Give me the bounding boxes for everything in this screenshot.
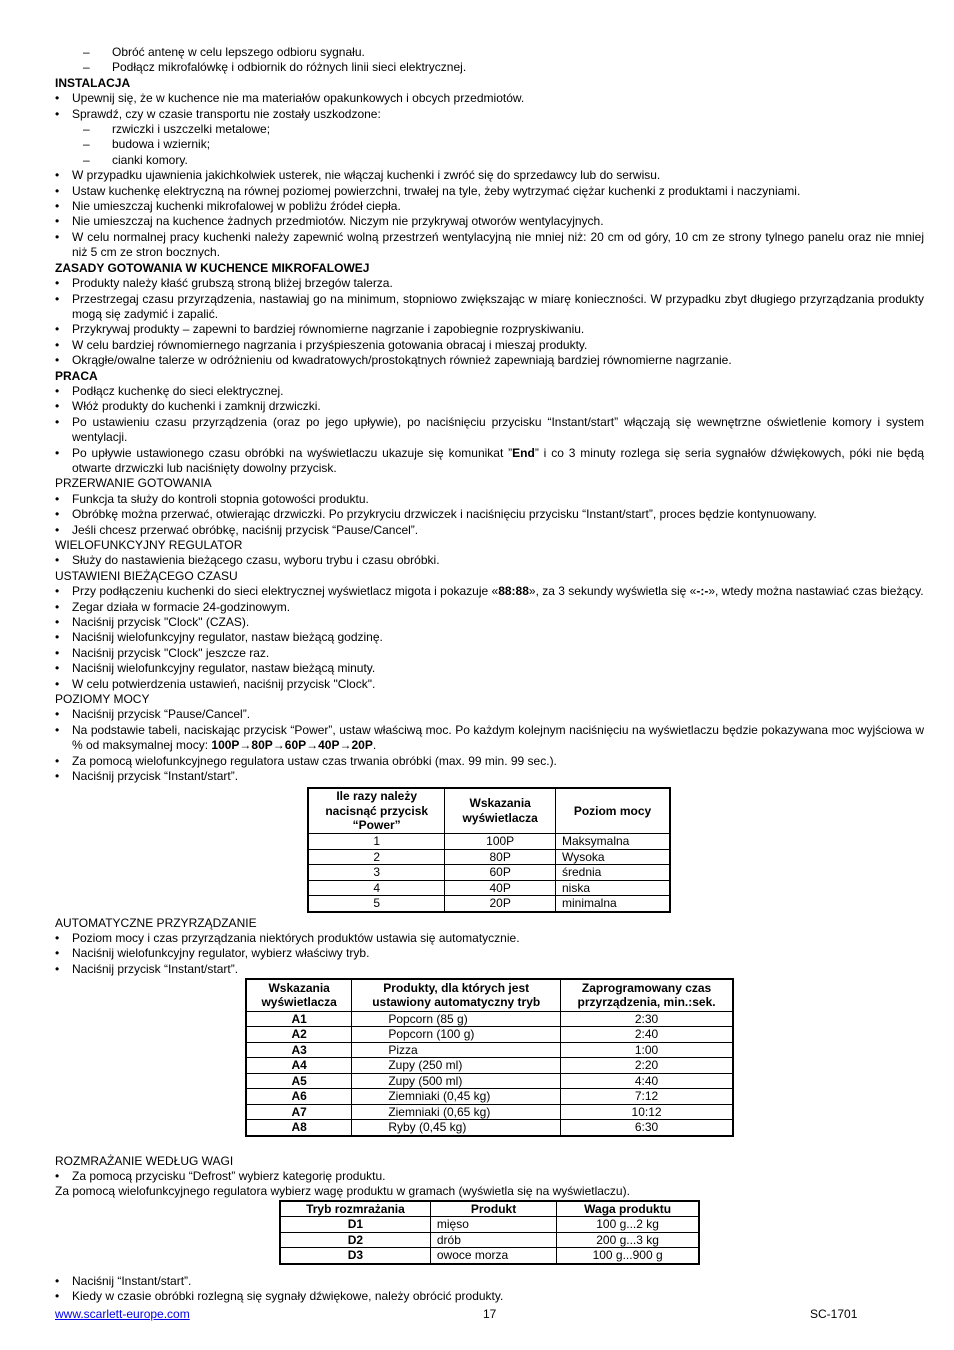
display-value: 88:88 [498,584,529,599]
table-row [246,1089,733,1105]
list-item: • Naciśnij wielofunkcyjny regulator, nastaw bieżącą minuty. [55,661,924,676]
list-item: – budowa i wziernik; [55,137,924,152]
table-header: Poziom mocy [556,788,671,834]
table-cell: minimalna [556,896,671,912]
list-item: – Podłącz mikrofalówkę i odbiornik do różnych linii sieci elektrycznej. [55,60,924,75]
table-cell: Ryby (0,45 kg) [352,1120,561,1136]
table-cell: Pizza [352,1042,561,1058]
list-item: • Nie umieszczaj na kuchence żadnych przedmiotów. Niczym nie przykrywaj otworów wentylacyjnych. [55,214,924,229]
table-cell: 60P [445,865,556,881]
list-item: • Włóż produkty do kuchenki i zamknij drzwiczki. [55,399,924,414]
table-cell: Zupy (250 ml) [352,1058,561,1074]
list-item: • W celu potwierdzenia ustawień, naciśnij przycisk "Clock". [55,677,924,692]
display-value: -:- [696,584,709,599]
list-item: • Naciśnij przycisk “Instant/start”. [55,769,924,784]
table-cell: A2 [246,1027,352,1043]
list-item: • Kiedy w czasie obróbki rozlegną się sygnały dźwiękowe, należy obrócić produkty. [55,1289,924,1304]
power-levels-table [307,787,671,913]
list-item: • Służy do nastawienia bieżącego czasu, wyboru trybu i czasu obróbki. [55,553,924,568]
list-item: • Przykrywaj produkty – zapewni to bardziej równomierne nagrzanie i zapobiegnie rozpryskiwaniu. [55,322,924,337]
section-heading-rozmrazanie: ROZMRAŻANIE WEDŁUG WAGI [55,1153,234,1168]
list-item [55,446,924,477]
table-cell: 1 [308,834,445,850]
list-item: • Produkty należy kłaść grubszą stroną bliżej brzegów talerza. [55,276,924,291]
list-item: • Obróbkę można przerwać, otwierając drzwiczki. Po przykryciu drzwiczek i naciśnięciu przycisku “Instant/start”, proces będzie kontynuowany. [55,507,924,522]
table-cell: 2:20 [561,1058,733,1074]
auto-cooking-table [245,978,734,1137]
table-header: Zaprogramowany czas przyrządzenia, min.:sek. [561,979,733,1011]
list-item: • W celu normalnej pracy kuchenki należy zapewnić wolną przestrzeń wentylacyjną nie mniej niż: 20 cm od góry, 10 cm ze strony tylnego panelu oraz nie mniej niż 5 cm ze stron bocznych. [55,230,924,261]
table-cell: 1:00 [561,1042,733,1058]
table-row [246,1073,733,1089]
list-item: • Upewnij się, że w kuchence nie ma materiałów opakunkowych i obcych przedmiotów. [55,91,924,106]
list-item: • Za pomocą przycisku “Defrost” wybierz kategorię produktu. [55,1169,924,1184]
table-cell: 7:12 [561,1089,733,1105]
text-segment: Na podstawie tabeli, naciskając przycisk “Power”, ustaw właściwą moc. Po każdym kolejnym naciśnięciu na wyświetlaczu będzie pokazywana moc wyjściowa w % od maksymalnej mocy: [72,722,924,753]
defrost-table [279,1200,700,1265]
list-item: • Naciśnij przycisk “Pause/Cancel”. [55,707,924,722]
list-item: • Ustaw kuchenkę elektryczną na równej poziomej powierzchni, trwałej na tyle, żeby wytrzymać ciężar kuchenki z produktami i naczyniami. [55,184,924,199]
table-cell: Ziemniaki (0,65 kg) [352,1104,561,1120]
list-item: • Funkcja ta służy do kontroli stopnia gotowości produktu. [55,492,924,507]
list-item: • Jeśli chcesz przerwać obróbkę, naciśnij przycisk “Pause/Cancel”. [55,523,924,538]
table-cell: 40P [445,880,556,896]
list-item: • Sprawdź, czy w czasie transportu nie zostały uszkodzone: [55,107,924,122]
section-heading-auto: AUTOMATYCZNE PRZYRZĄDZANIE [55,915,257,930]
table-header: Wskazania wyświetlacza [445,788,556,834]
table-header: Produkty, dla których jest ustawiony automatyczny tryb [352,979,561,1011]
table-row [308,896,670,912]
model-number: SC-1701 [810,1307,858,1321]
list-item: • Okrągłe/owalne talerze w odróżnieniu od kwadratowych/prostokątnych również zapewniają bardziej równomierne nagrzanie. [55,353,924,368]
table-row [280,1232,699,1248]
table-row [280,1248,699,1264]
list-item [55,584,924,599]
list-item: • Naciśnij “Instant/start”. [55,1274,924,1289]
table-row [280,1217,699,1233]
table-cell: 5 [308,896,445,912]
table-cell: 80P [445,849,556,865]
list-item: • Naciśnij przycisk "Clock" jeszcze raz. [55,646,924,661]
table-cell: niska [556,880,671,896]
table-row [246,1104,733,1120]
list-item [55,723,924,754]
table-cell: 2:30 [561,1011,733,1027]
table-row [246,1011,733,1027]
table-row [246,1058,733,1074]
table-cell: D1 [280,1217,430,1233]
table-row [246,1027,733,1043]
table-cell: 100P [445,834,556,850]
table-cell: 10:12 [561,1104,733,1120]
list-item: – cianki komory. [55,153,924,168]
section-heading-poziomy: POZIOMY MOCY [55,692,150,707]
page-content [55,45,924,1305]
list-item: • Za pomocą wielofunkcyjnego regulatora ustaw czas trwania obróbki (max. 99 min. 99 sec.). [55,754,924,769]
table-cell: A4 [246,1058,352,1074]
page-footer [55,1307,924,1323]
text-segment: . [372,738,377,753]
text-segment: », wtedy można nastawiać czas bieżący. [708,584,924,599]
list-item: – Obróć antenę w celu lepszego odbioru sygnału. [55,45,924,60]
table-row [246,1042,733,1058]
section-heading-czas: USTAWIENI BIEŻĄCEGO CZASU [55,568,238,583]
table-cell: drób [430,1232,556,1248]
list-item: • Naciśnij przycisk “Instant/start”. [55,962,924,977]
table-header: Ile razy należy nacisnąć przycisk “Power” [308,788,445,834]
section-heading-przerwanie: PRZERWANIE GOTOWANIA [55,476,212,491]
table-row [308,880,670,896]
table-row [308,865,670,881]
table-cell: Ziemniaki (0,45 kg) [352,1089,561,1105]
table-row [308,834,670,850]
text-segment: Przy podłączeniu kuchenki do sieci elektrycznej wyświetlacz migota i pokazuje « [72,584,499,599]
table-cell: mięso [430,1217,556,1233]
list-item: • Naciśnij wielofunkcyjny regulator, nastaw bieżącą godzinę. [55,630,924,645]
list-item: • W celu bardziej równomiernego nagrzania i przyśpieszenia gotowania obracaj i mieszaj produkty. [55,338,924,353]
table-cell: A6 [246,1089,352,1105]
list-item: • Po ustawieniu czasu przyrządzenia (oraz po jego upływie), po naciśnięciu przycisku “Instant/start” włączają się wewnętrzne oświetlenie komory i system wentylacji. [55,415,924,446]
table-cell: Zupy (500 ml) [352,1073,561,1089]
table-header: Waga produktu [557,1201,699,1217]
list-item: – rzwiczki i uszczelki metalowe; [55,122,924,137]
table-cell: 6:30 [561,1120,733,1136]
list-item: • Podłącz kuchenkę do sieci elektrycznej. [55,384,924,399]
page-number: 17 [483,1307,497,1321]
table-cell: A8 [246,1120,352,1136]
table-cell: Wysoka [556,849,671,865]
table-header: Wskazania wyświetlacza [246,979,352,1011]
table-cell: Maksymalna [556,834,671,850]
table-row [308,849,670,865]
text-segment: ” i co 3 minuty rozlega się seria sygnałów dźwiękowych, póki nie będą otwarte drzwiczki lub naciśnięty dowolny przycisk. [72,445,924,475]
display-message: End [512,445,535,460]
table-header: Tryb rozmrażania [280,1201,430,1217]
section-heading-regulator: WIELOFUNKCYJNY REGULATOR [55,538,243,552]
website-link[interactable]: www.scarlett-europe.com [55,1307,190,1321]
list-item: • Naciśnij wielofunkcyjny regulator, wybierz właściwy tryb. [55,946,924,961]
table-cell: A7 [246,1104,352,1120]
table-cell: 4 [308,880,445,896]
list-item: • Przestrzegaj czasu przyrządzenia, nastawiaj go na minimum, stopniowo zwiększając w miarę konieczności. W przypadku zbyt długiego przyrządzania produkty mogą się zadymić i zapalić. [55,292,924,323]
list-item: • W przypadku ujawnienia jakichkolwiek usterek, nie włączaj kuchenki i zwróć się do sprzedawcy lub do serwisu. [55,168,924,183]
table-cell: D2 [280,1232,430,1248]
table-cell: 2:40 [561,1027,733,1043]
list-item: • Zegar działa w formacie 24-godzinowym. [55,600,924,615]
table-cell: 20P [445,896,556,912]
table-cell: A5 [246,1073,352,1089]
list-item: • Nie umieszczaj kuchenki mikrofalowej w pobliżu źródeł ciepła. [55,199,924,214]
list-item: • Poziom mocy i czas przyrządzania niektórych produktów ustawia się automatycznie. [55,931,924,946]
section-heading-instalacja: INSTALACJA [55,75,131,90]
text-segment: », za 3 sekundy wyświetla się « [528,584,697,599]
paragraph: Za pomocą wielofunkcyjnego regulatora wybierz wagę produktu w gramach (wyświetla się na wyświetlaczu). [55,1184,630,1199]
table-cell: 4:40 [561,1073,733,1089]
text-segment: Po upływie ustawionego czasu obróbki na wyświetlaczu ukazuje się komunikat ” [72,445,513,460]
table-cell: owoce morza [430,1248,556,1264]
table-cell: 100 g...2 kg [557,1217,699,1233]
table-cell: 2 [308,849,445,865]
table-cell: A3 [246,1042,352,1058]
table-cell: A1 [246,1011,352,1027]
section-heading-zasady: ZASADY GOTOWANIA W KUCHENCE MIKROFALOWEJ [55,260,370,275]
table-header: Produkt [430,1201,556,1217]
table-cell: 200 g...3 kg [557,1232,699,1248]
power-sequence: 100P→80P→60P→40P→20P [211,738,373,753]
table-cell: D3 [280,1248,430,1264]
table-cell: Popcorn (100 g) [352,1027,561,1043]
table-cell: Popcorn (85 g) [352,1011,561,1027]
section-heading-praca: PRACA [55,368,98,383]
list-item: • Naciśnij przycisk "Clock" (CZAS). [55,615,924,630]
table-cell: 100 g...900 g [557,1248,699,1264]
table-row [246,1120,733,1136]
table-cell: 3 [308,865,445,881]
table-cell: średnia [556,865,671,881]
